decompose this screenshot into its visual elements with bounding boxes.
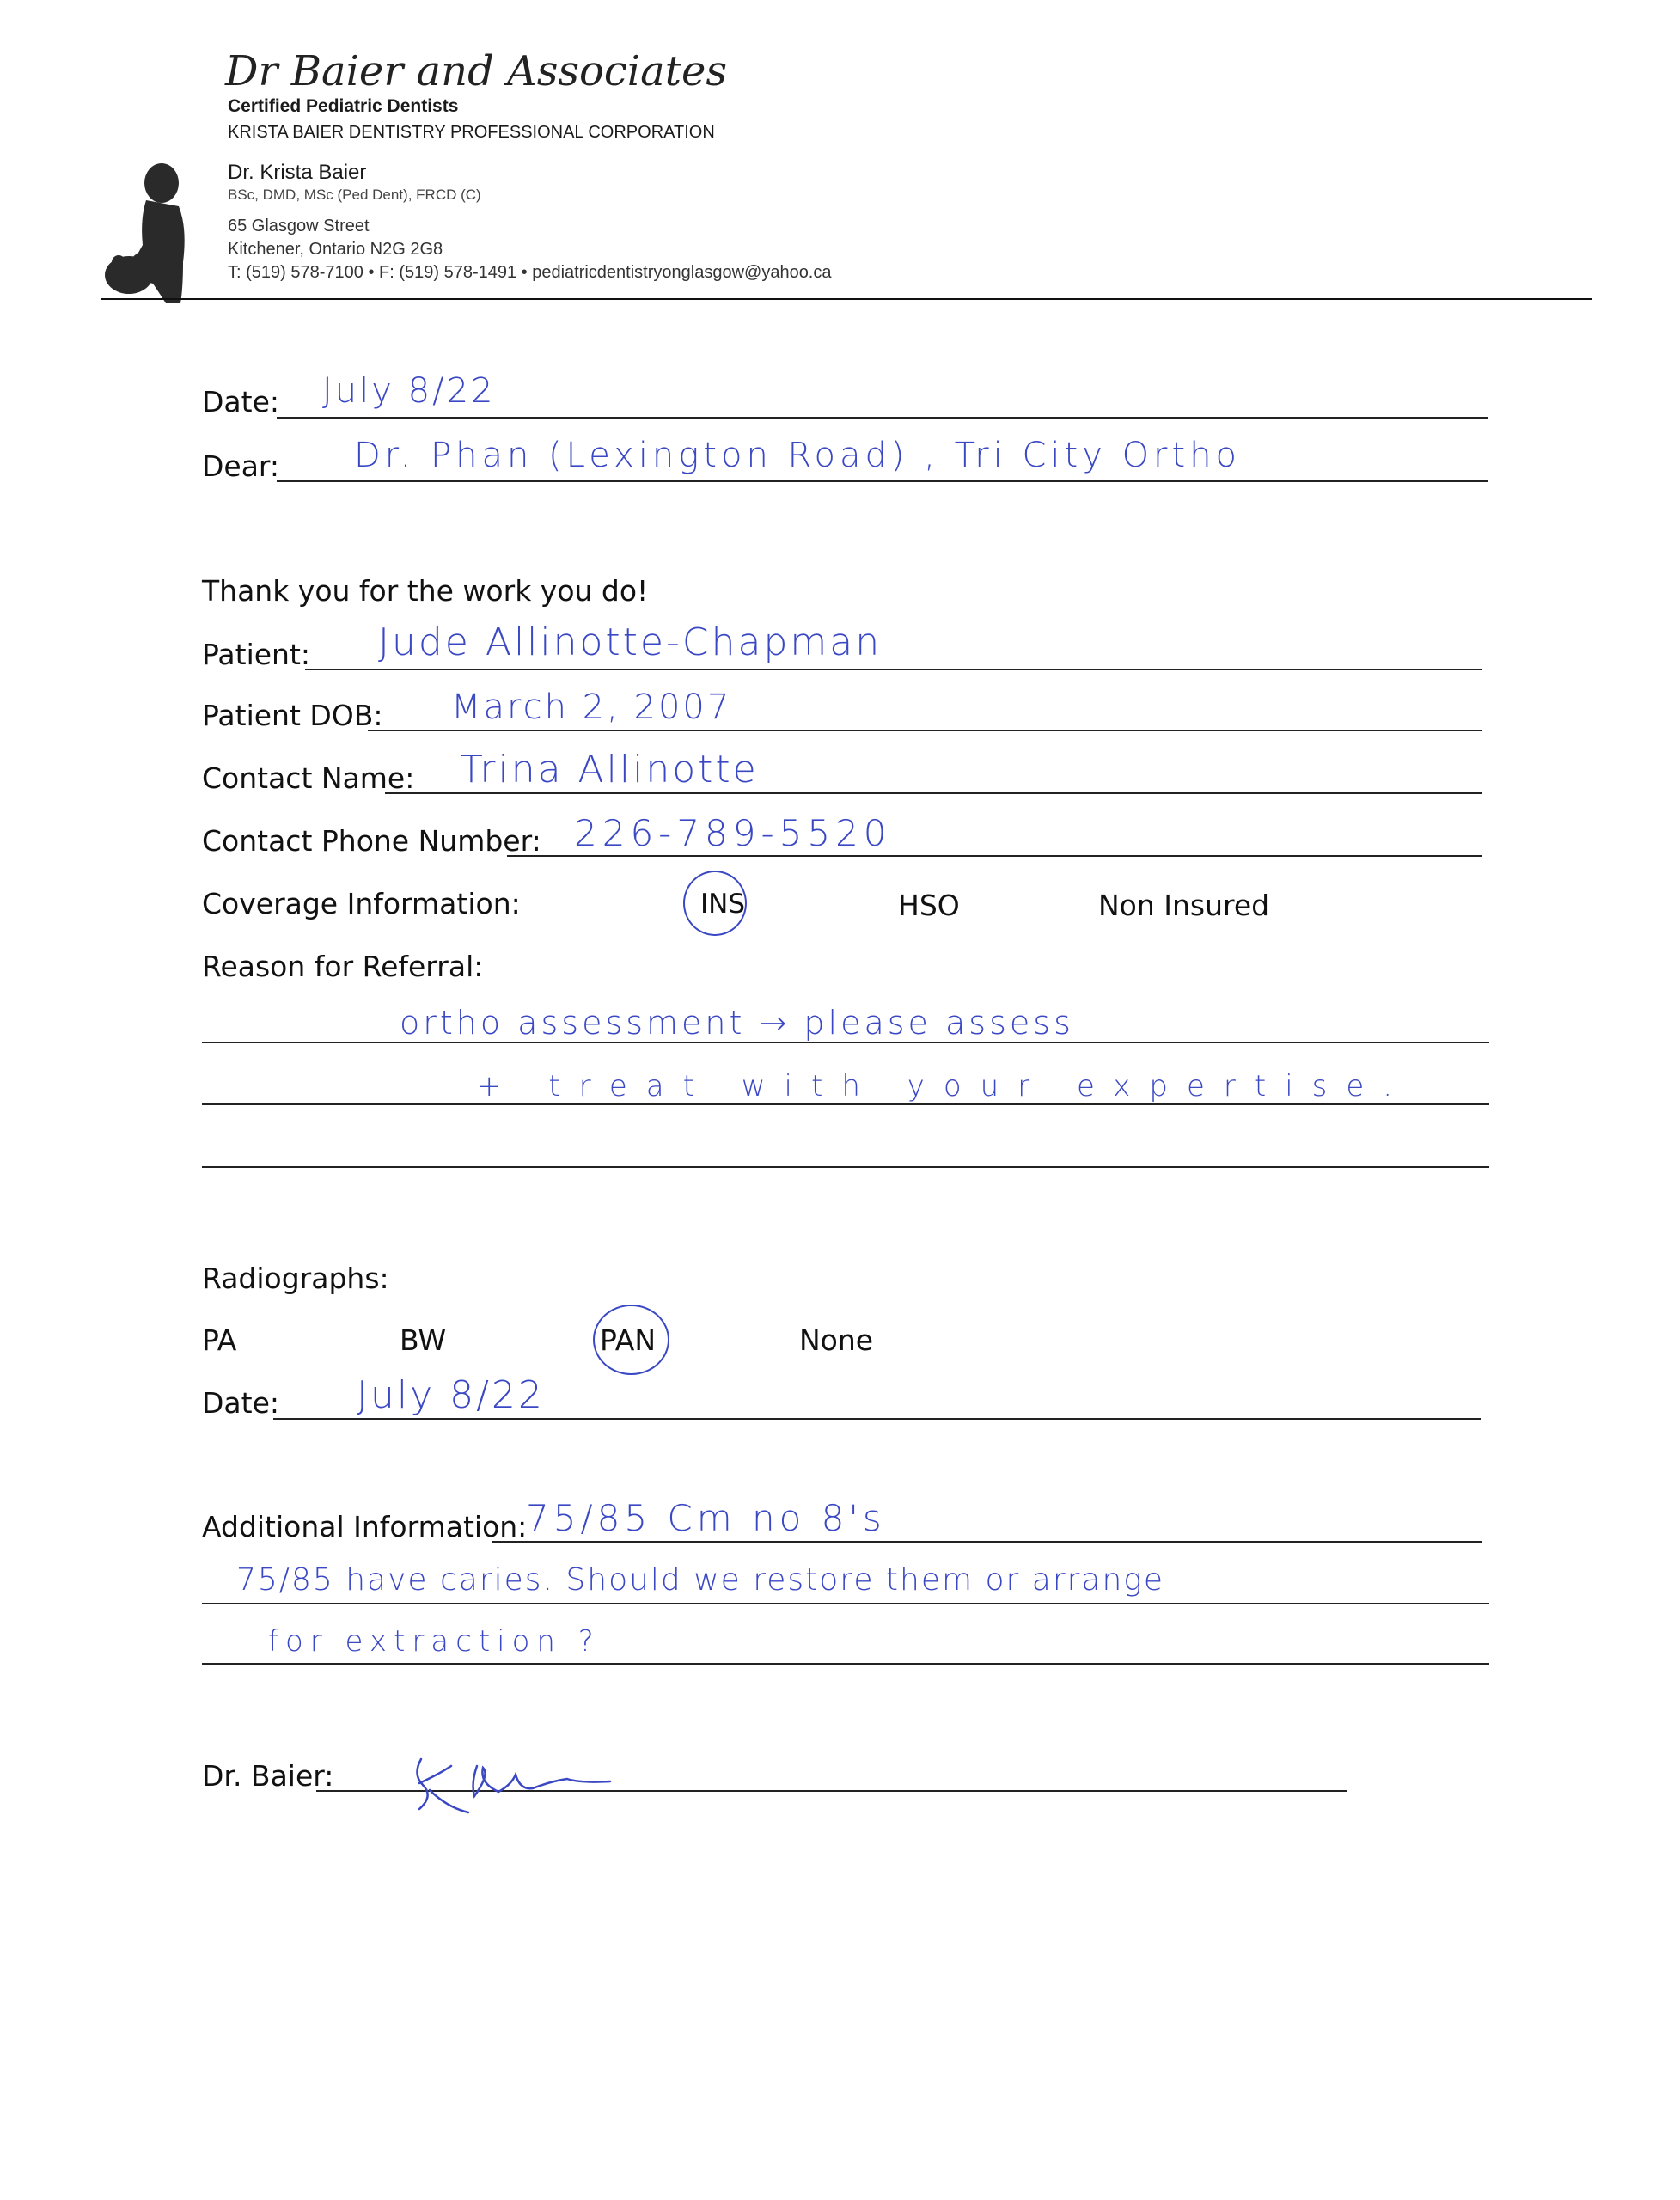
- patient-line: [305, 669, 1482, 670]
- reason-line-2: [202, 1103, 1489, 1105]
- contact-phone-label: Contact Phone Number:: [202, 824, 541, 858]
- contact-name-label: Contact Name:: [202, 761, 415, 795]
- address-line2: Kitchener, Ontario N2G 2G8: [228, 240, 443, 259]
- corporation: KRISTA BAIER DENTISTRY PROFESSIONAL CORPORATION: [228, 123, 715, 142]
- reason-line-1: [202, 1042, 1489, 1043]
- date-label: Date:: [202, 385, 279, 419]
- reason-text-1: ortho assessment → please assess: [400, 1004, 1074, 1042]
- dear-line: [277, 480, 1488, 482]
- handwritten-signature: [404, 1749, 662, 1818]
- reason-line-3: [202, 1166, 1489, 1168]
- dear-label: Dear:: [202, 449, 280, 483]
- dob-value: March 2, 2007: [451, 688, 732, 727]
- dob-label: Patient DOB:: [202, 699, 383, 732]
- dob-line: [368, 730, 1482, 731]
- practice-name: Dr Baier and Associates: [225, 47, 728, 95]
- child-silhouette-logo: [101, 159, 196, 305]
- contact-line: T: (519) 578-7100 • F: (519) 578-1491 • pediatricdentistryonglasgow@yahoo.ca: [228, 263, 832, 282]
- patient-label: Patient:: [202, 638, 311, 671]
- dear-value: Dr. Phan (Lexington Road) , Tri City Ortho: [354, 436, 1242, 475]
- letterhead-divider: [101, 298, 1592, 300]
- credentials: BSc, DMD, MSc (Ped Dent), FRCD (C): [228, 186, 481, 203]
- additional-line-2: [202, 1603, 1489, 1604]
- radiograph-option-pan[interactable]: PAN: [600, 1323, 657, 1357]
- patient-value: Jude Allinotte-Chapman: [378, 620, 883, 664]
- coverage-option-non-insured[interactable]: Non Insured: [1098, 889, 1270, 922]
- reason-text-2: + treat with your expertise.: [477, 1069, 1412, 1103]
- ins-selection-circle: [683, 871, 747, 936]
- coverage-label: Coverage Information:: [202, 887, 521, 920]
- additional-label: Additional Information:: [202, 1510, 528, 1543]
- contact-phone-line: [507, 855, 1482, 857]
- radiograph-date-line: [273, 1418, 1481, 1420]
- signature-label: Dr. Baier:: [202, 1759, 334, 1793]
- radiographs-label: Radiographs:: [202, 1262, 389, 1295]
- additional-line-1: [492, 1541, 1482, 1543]
- additional-text-3: for extraction ?: [268, 1624, 601, 1659]
- radiograph-option-none[interactable]: None: [799, 1323, 874, 1357]
- date-value: July 8/22: [322, 371, 496, 411]
- radiograph-option-pa[interactable]: PA: [202, 1323, 237, 1357]
- radiograph-option-bw[interactable]: BW: [400, 1323, 447, 1357]
- coverage-option-ins[interactable]: INS: [700, 889, 746, 920]
- thank-you-text: Thank you for the work you do!: [202, 574, 649, 608]
- coverage-option-hso[interactable]: HSO: [898, 889, 960, 922]
- certification: Certified Pediatric Dentists: [228, 96, 459, 116]
- radiograph-date-value: July 8/22: [357, 1373, 545, 1417]
- radiograph-date-label: Date:: [202, 1386, 279, 1420]
- additional-line-3: [202, 1663, 1489, 1665]
- doctor-name: Dr. Krista Baier: [228, 161, 367, 184]
- additional-text-1: 75/85 Cm no 8's: [526, 1497, 886, 1539]
- date-line: [277, 417, 1488, 419]
- contact-name-value: Trina Allinotte: [460, 748, 759, 791]
- reason-label: Reason for Referral:: [202, 950, 484, 983]
- contact-name-line: [385, 792, 1482, 794]
- contact-phone-value: 226-789-5520: [574, 812, 892, 854]
- address-line1: 65 Glasgow Street: [228, 217, 370, 235]
- additional-text-2: 75/85 have caries. Should we restore them or arrange: [236, 1562, 1165, 1598]
- pan-selection-circle: [593, 1305, 669, 1375]
